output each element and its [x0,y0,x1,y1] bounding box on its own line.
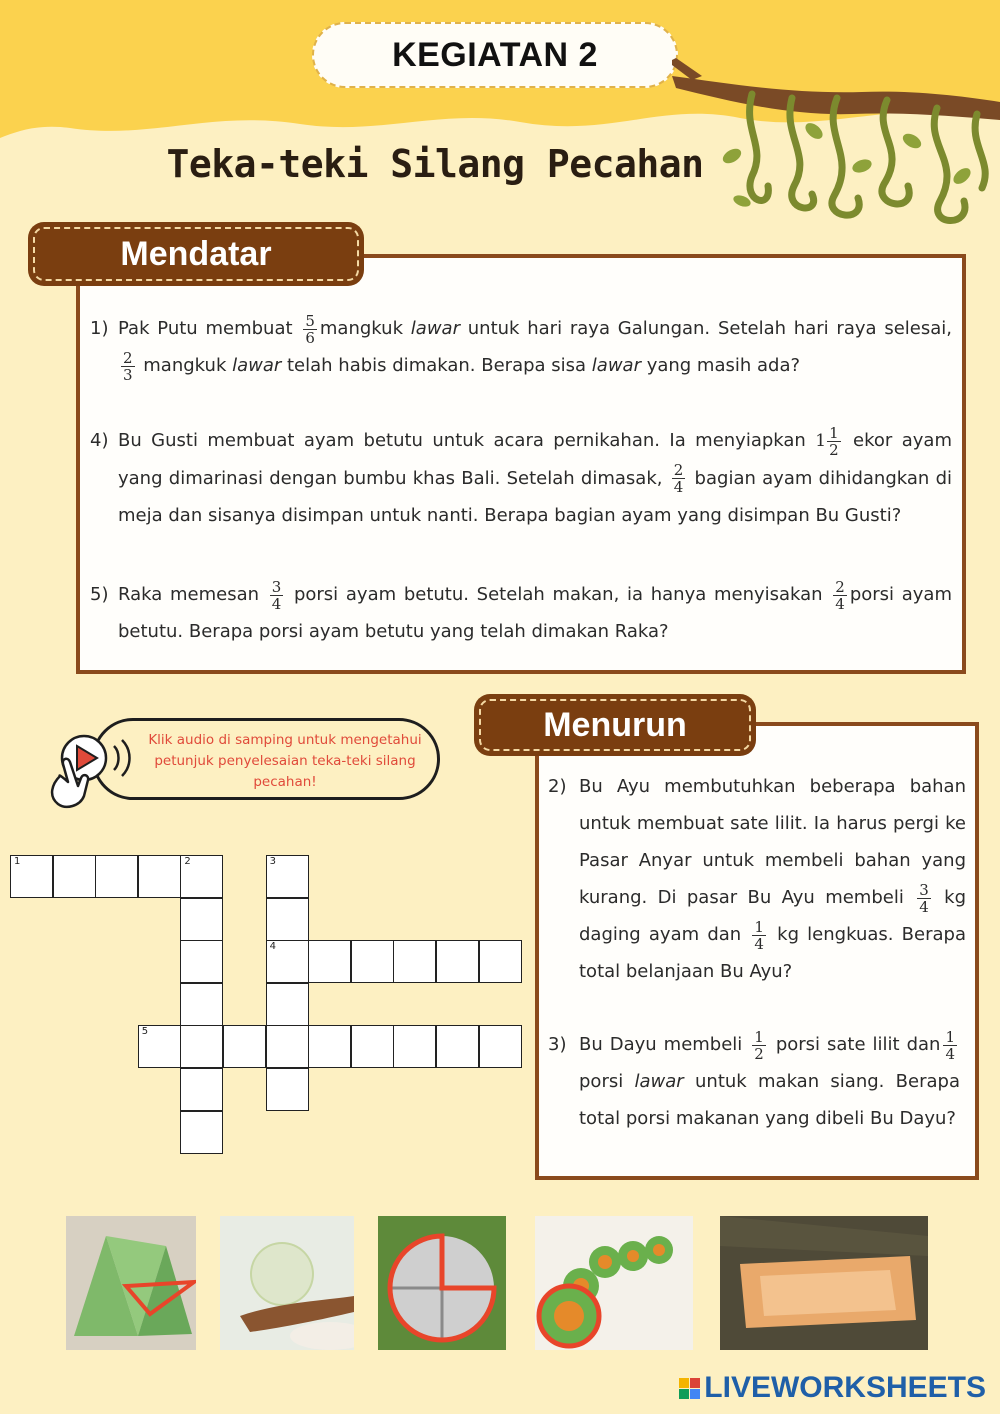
crossword-cell-input[interactable] [181,899,222,940]
liveworksheets-brand [679,1371,986,1405]
q2-text-a: Bu Ayu membutuhkan beberapa bahan untuk membuat sate lilit. Ia harus pergi ke Pasar Anyar untuk membeli bahan yang kurang. Di pasar Bu Ayu membeli [579,776,966,908]
crossword-cell[interactable] [479,940,522,983]
fraction: $\frac{3}{4}$ [919,880,929,916]
q4-text-b: ekor ayam yang dimarinasi dengan bumbu khas Bali. Setelah dimasak, [118,430,952,489]
q1-text-d: mangkuk [137,355,233,376]
page-title: Teka-teki Silang Pecahan [166,142,704,186]
fraction: $\frac{2}{3}$ [123,348,133,384]
fraction: $\frac{1}{2}$ [829,423,839,459]
q1-italic: lawar [591,355,641,376]
crossword-cell[interactable] [308,940,351,983]
question-4 [90,422,952,534]
photo-wrapped-food [720,1216,928,1350]
crossword-cell[interactable] [138,1025,181,1068]
crossword-cell-input[interactable] [437,1026,478,1067]
crossword-cell-input[interactable] [181,856,222,897]
crossword-cell[interactable] [308,1025,351,1068]
mendatar-heading: Mendatar [28,222,364,286]
q3-italic: lawar [634,1071,684,1092]
question-5 [90,576,952,650]
photo-kue-hijau [66,1216,196,1350]
q3-text-a: Bu Dayu membeli [579,1034,750,1055]
crossword-cell-input[interactable] [181,1026,222,1067]
q5-text-c: porsi ayam betutu. Berapa porsi ayam betutu yang telah dimakan Raka? [118,584,952,642]
crossword-clue-number: 3 [269,856,276,867]
crossword-cell-input[interactable] [352,941,393,982]
q3-text-d: untuk makan siang. Berapa total porsi makanan yang dibeli Bu Dayu? [579,1071,960,1129]
crossword-cell-input[interactable] [267,941,308,982]
q5-text-a: Raka memesan [118,584,267,605]
question-3 [548,1026,960,1137]
fraction: $\frac{5}{6}$ [305,311,315,347]
fraction: $\frac{1}{4}$ [754,917,764,953]
q4-text-c: bagian ayam dihidangkan di meja dan sisanya disimpan untuk nanti. Berapa bagian ayam yang disimpan Bu Gusti? [118,467,953,526]
crossword-cell-input[interactable] [139,1026,180,1067]
q1-italic: lawar [410,318,460,339]
q4-text-a: Bu Gusti membuat ayam betutu untuk acara pernikahan. Ia menyiapkan [118,430,816,451]
crossword-cell-input[interactable] [181,1112,222,1153]
q5-text-b: porsi ayam betutu. Setelah makan, ia hanya menyisakan [286,584,831,605]
crossword-cell[interactable] [180,855,223,898]
fraction: $\frac{1}{4}$ [945,1027,955,1063]
q3-text-b: porsi sate lilit dan [768,1034,941,1055]
crossword-cell-input[interactable] [309,1026,350,1067]
crossword-cell[interactable] [393,940,436,983]
crossword-cell[interactable] [180,1068,223,1111]
brand-logo-icon [679,1378,700,1399]
crossword-cell-input[interactable] [181,984,222,1025]
crossword-cell[interactable] [479,1025,522,1068]
crossword-cell-input[interactable] [309,941,350,982]
crossword-clue-number: 1 [14,856,21,867]
question-2 [548,768,966,990]
crossword-cell-input[interactable] [267,984,308,1025]
crossword-cell[interactable] [223,1025,266,1068]
crossword-cell-input[interactable] [480,941,521,982]
crossword-cell[interactable] [10,855,53,898]
fraction: $\frac{3}{4}$ [271,577,282,613]
crossword-cell-input[interactable] [224,1026,265,1067]
photo-klepon [220,1216,354,1350]
photo-sushi-roll [535,1216,693,1350]
crossword-cell-input[interactable] [394,941,435,982]
question-number: 5) [90,584,109,605]
q1-text-e: telah habis dimakan. Berapa sisa [281,355,592,376]
fraction: $\frac{1}{2}$ [754,1027,764,1063]
vine-branch-illustration [672,36,1000,236]
q1-text-a: Pak Putu membuat [118,318,301,339]
q2-text-b: kg daging ayam dan [579,887,966,945]
crossword-cell[interactable] [436,1025,479,1068]
fraction: $\frac{2}{4}$ [835,577,845,613]
crossword-clue-number: 4 [269,941,276,953]
crossword-cell-input[interactable] [267,1069,308,1110]
crossword-cell[interactable] [180,1111,223,1154]
crossword-cell[interactable] [393,1025,436,1068]
audio-play-icon[interactable] [40,722,140,812]
crossword-cell-input[interactable] [139,856,180,897]
q2-text-c: kg lengkuas. Berapa total belanjaan Bu Ayu? [579,924,966,982]
crossword-cell-input[interactable] [480,1026,521,1067]
mixed-number: 1 [815,430,827,451]
crossword-cell[interactable] [180,983,223,1026]
crossword-cell[interactable] [180,898,223,941]
crossword-cell-input[interactable] [181,1069,222,1110]
crossword-cell-input[interactable] [96,856,137,897]
crossword-cell[interactable] [266,940,309,983]
crossword-cell[interactable] [266,898,309,941]
question-number: 3) [548,1034,567,1055]
crossword-cell[interactable] [180,1025,223,1068]
crossword-clue-number: 5 [141,1026,149,1038]
crossword-cell[interactable] [138,855,181,898]
question-1 [90,310,952,384]
crossword-cell[interactable] [53,855,96,898]
q3-text-c: porsi [579,1071,635,1092]
q1-text-f: yang masih ada? [640,355,801,376]
q1-italic: lawar [232,355,282,376]
fraction: $\frac{2}{4}$ [673,461,684,496]
activity-label: KEGIATAN 2 [312,22,678,88]
crossword-cell-input[interactable] [437,941,478,982]
q1-text-c: untuk hari raya Galungan. Setelah hari raya selesai, [459,318,952,339]
crossword-cell[interactable] [180,940,223,983]
crossword-cell-input[interactable] [181,941,222,982]
crossword-cell-input[interactable] [394,1026,435,1067]
question-number: 1) [90,318,109,339]
crossword-cell[interactable] [436,940,479,983]
crossword-cell[interactable] [266,1068,309,1111]
crossword-cell[interactable] [266,1025,309,1068]
audio-hint-text: Klik audio di samping untuk mengetahui petunjuk penyelesaian teka-teki silang pecahan! [148,732,422,790]
crossword-cell[interactable] [266,855,309,898]
crossword-cell[interactable] [351,940,394,983]
photo-kue-pie [378,1216,506,1350]
crossword-cell-input[interactable] [267,1026,308,1067]
crossword-cell-input[interactable] [267,899,308,940]
crossword-clue-number: 2 [184,856,191,867]
crossword-cell-input[interactable] [54,856,95,897]
crossword-cell[interactable] [351,1025,394,1068]
question-number: 2) [548,776,567,797]
brand-text: LIVEWORKSHEETS [704,1371,986,1404]
crossword-cell[interactable] [266,983,309,1026]
crossword-cell-input[interactable] [267,856,308,897]
q1-text-b: mangkuk [319,318,411,339]
crossword-cell-input[interactable] [11,856,52,897]
menurun-heading: Menurun [474,694,756,756]
crossword-cell-input[interactable] [352,1026,393,1067]
question-number: 4) [90,430,109,451]
crossword-cell[interactable] [95,855,138,898]
